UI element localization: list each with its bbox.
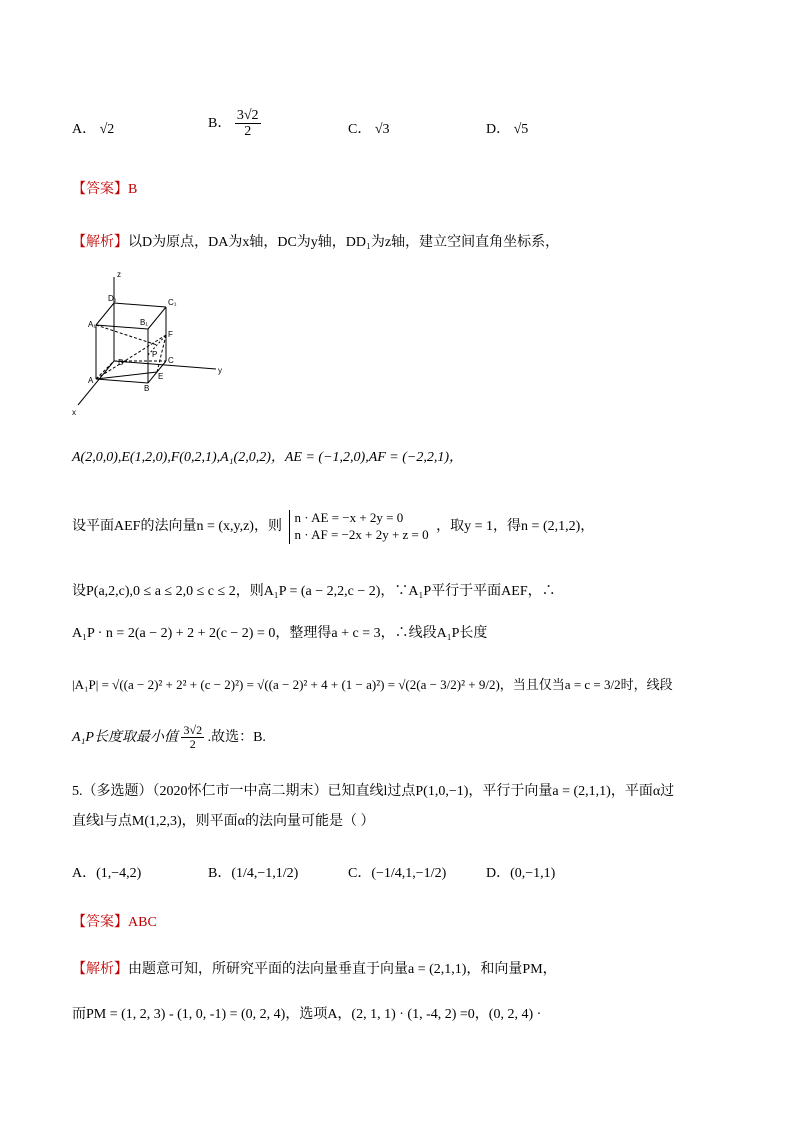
label-b1: B₁	[140, 318, 149, 327]
q5-option-b: B．(1/4,−1,1/2)	[208, 866, 299, 881]
analysis-text: 以D为原点，DA为x轴，DC为y轴，DD₁为z轴，建立空间直角坐标系，	[128, 235, 560, 250]
q5-option-c: C．(−1/4,1,−1/2)	[348, 866, 447, 881]
q5-answer: 【答案】ABC	[72, 915, 157, 930]
option-d-label: D．	[486, 122, 511, 137]
coords-line: A(2,0,0),E(1,2,0),F(0,2,1),A₁(2,0,2)，AE = (−1,2,0),AF = (−2,2,1)，	[72, 450, 464, 465]
option-a-value: √2	[99, 122, 115, 137]
label-a1: A₁	[88, 320, 97, 329]
q5-option-a: A．(1,−4,2)	[72, 866, 142, 881]
equation-system: n · AE = −x + 2y = 0 n · AF = −2x + 2y + z = 0	[289, 510, 428, 544]
label-x: x	[72, 408, 76, 417]
q5-analysis-line1: 【解析】由题意可知，所研究平面的法向量垂直于向量a = (2,1,1)，和向量PM，	[72, 962, 557, 977]
normal-vector-line: 设平面AEF的法向量n = (x,y,z)，则 n · AE = −x + 2y = 0 n · AF = −2x + 2y + z = 0 ，取y = 1，得n = (2,1,2)，	[72, 510, 595, 542]
cube-figure	[68, 265, 228, 420]
q5-analysis-line2: 而PM = (1, 2, 3) - (1, 0, -1) = (0, 2, 4)，选项A，(2, 1, 1) · (1, -4, 2) =0，(0, 2, 4) ·	[72, 1007, 542, 1022]
label-y: y	[218, 366, 222, 375]
answer-value: B	[128, 182, 138, 197]
analysis-tag: 【解析】	[72, 235, 128, 250]
label-c: C	[168, 356, 174, 365]
option-d-value: √5	[513, 122, 529, 137]
option-a	[72, 118, 114, 138]
option-a-label: A．	[72, 122, 97, 137]
q5-stem-line1: 5.（多选题）（2020怀仁市一中高二期末）已知直线l过点P(1,0,−1)，平行于向量a = (2,1,1)，平面α过	[72, 784, 675, 799]
option-c	[348, 118, 390, 138]
q5-stem-line2: 直线l与点M(1,2,3)，则平面α的法向量可能是（ ）	[72, 814, 375, 829]
label-z: z	[117, 270, 121, 279]
q5-option-d: D．(0,−1,1)	[486, 866, 556, 881]
label-e: E	[158, 372, 164, 381]
p-line: 设P(a,2,c),0 ≤ a ≤ 2,0 ≤ c ≤ 2，则A₁P = (a − 2,2,c − 2)，∵A₁P平行于平面AEF，∴	[72, 584, 556, 599]
label-b: B	[144, 384, 150, 393]
option-d	[486, 118, 528, 138]
dot-line: A₁P · n = 2(a − 2) + 2 + 2(c − 2) = 0，整理得a + c = 3，∴线段A₁P长度	[72, 626, 488, 641]
label-c1: C₁	[168, 298, 177, 307]
label-f: F	[168, 330, 173, 339]
min-line: A₁P长度取最小值 $\frac{3√2}{2}$ .故选：B.	[72, 723, 266, 752]
label-a: A	[88, 376, 94, 385]
min-fraction: $\frac{3√2}{2}$	[183, 723, 203, 752]
option-c-label: C．	[348, 122, 372, 137]
option-b-label: B．	[208, 116, 232, 132]
q4-analysis-line1	[72, 231, 559, 251]
label-d1: D₁	[108, 294, 117, 303]
option-b	[208, 108, 261, 140]
q4-answer	[72, 178, 137, 198]
label-d: D	[118, 358, 124, 367]
option-b-fraction: $\frac{3√2}{2}$	[236, 108, 259, 140]
length-line: |A₁P| = √((a − 2)² + 2² + (c − 2)²) = √((a − 2)² + 4 + (1 − a)²) = √(2(a − 3/2)² + 9/2)，当且仅当a = c = 3/2时，线段	[72, 677, 673, 692]
answer-tag: 【答案】	[72, 182, 128, 197]
label-p: P	[152, 350, 158, 359]
option-c-value: √3	[374, 122, 390, 137]
